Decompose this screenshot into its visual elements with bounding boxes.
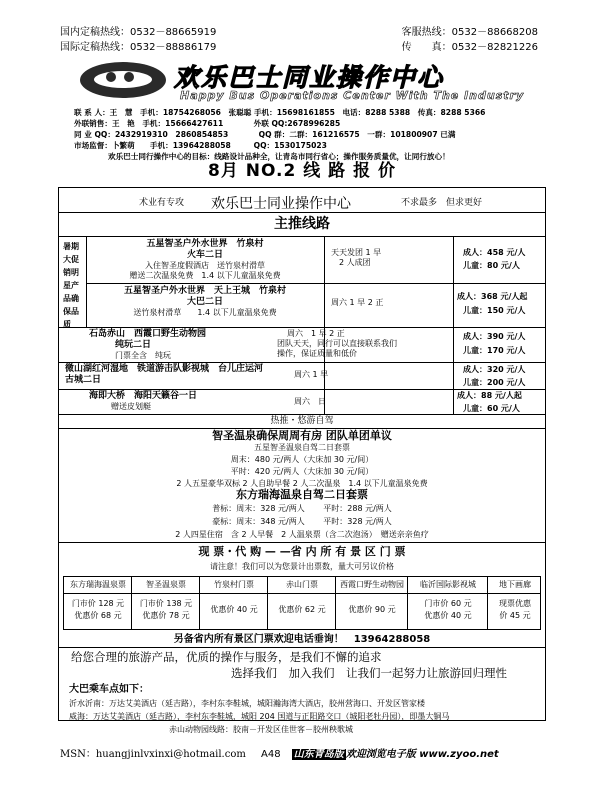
service-hotline: 客服热线：0532－88668208 [401,27,538,38]
ticket-name: 赤山门票 [286,580,318,589]
ruihai-price: 平时：288 元/两人 [323,504,392,513]
pickup-line: 威海：万达艾美酒店（延吉路），李村东李鞋城，城阳 204 国道与正阳路交口（城阳老牡丹园），即墨大铜马 [69,712,450,721]
schedule-text: 2 人成团 [339,258,371,267]
page-title: 8月 NO.2 线 路 报 价 [207,161,396,181]
company-logo [74,56,534,106]
zhisheng-line: 平时：420 元/两人（大床加 30 元/间） [230,467,374,476]
footer-brand: 山东青岛版 [293,749,344,760]
zhisheng-package [59,429,545,489]
route-title: 五星智圣户外水世界 竹泉村 [146,239,264,249]
contact-line: 市场监督：卜繁萌 手机：13964288058 QQ：1530175023 [74,141,327,150]
route-schedule [331,248,381,268]
route-schedule [331,298,383,308]
ticket-price [64,598,132,622]
route-price [457,391,522,414]
route-schedule [294,397,326,407]
side-label: 暑期大促销明星产品确保品质 [63,242,79,329]
tickets-title: 现 票・代 购 — —省 内 所 有 景 区 门 票 [198,545,406,558]
child-price: 儿童：60 元/人 [463,404,520,413]
tickets-footer: 另备省内所有景区门票欢迎电话垂询！ 13964288058 [173,634,431,645]
pickup-line: 沂水沂南：万达艾美酒店（延吉路），李村东李鞋城，城阳瀚海湾大酒店，胶州营海口、开发区管家楼 [69,699,425,708]
route-price [463,365,525,388]
ticket-name: 东方瑞海温泉票 [70,580,126,589]
route-item [86,286,324,318]
ticket-name: 西霞口野生动物园 [340,580,404,589]
route-note: 赠送皮划艇 [111,402,151,411]
ticket-price [336,605,408,615]
ruihai-package [59,488,545,540]
page-footer [60,748,540,761]
route-subtitle: 纯玩二日 [115,340,152,350]
footer-tail: 欢迎浏览电子版 www.zyoo.net [345,749,499,760]
ticket-price-text: 优惠价 90 元 [348,605,396,614]
adult-price: 成人：320 元/人 [463,365,526,374]
child-price: 儿童：150 元/人 [463,306,526,315]
route-price-table [58,187,546,734]
route-item [86,239,324,281]
ruihai-row [59,504,545,514]
bus-logo-icon [80,62,166,98]
route-price [457,292,527,316]
international-hotline: 国际定稿热线：0532－88886179 [60,42,217,53]
ruihai-price: 豪标：周末：348 元/两人 [212,517,305,526]
logo-name-cn: 欢乐巴士同业操作中心 [174,63,445,92]
route-price [463,248,525,271]
ticket-price-text: 门市价 128 元 [71,599,125,608]
section-main-title: 主推线路 [274,216,330,232]
route-title: 微山湖红河湿地 铁道游击队影视城 台儿庄运河古城二日 [65,364,264,385]
zhisheng-line: 周末：480 元/两人（大床加 30 元/间） [230,455,374,464]
route-note: 入住智圣度假酒店 送竹泉村滑草 [145,261,265,270]
slogan [71,649,541,681]
logo-name-en: Happy Bus Operations Center With The Industry [180,89,525,102]
logo-wheel-icon [124,72,134,82]
banner-left: 术业有专攻 [139,198,185,208]
ruihai-price: 平时：328 元/两人 [323,517,392,526]
ticket-price [132,598,200,622]
logo-wheel-icon [106,72,116,82]
ticket-name: 智圣温泉票 [146,580,186,589]
ticket-price-text: 优惠价 40 元 [424,611,472,620]
route-note: 送竹泉村滑草 1.4 以下儿童温泉免费 [133,308,277,317]
route-subtitle: 大巴二日 [186,297,223,307]
ticket-price-text: 门市价 60 元 [424,599,472,608]
route-subtitle: 火车二日 [186,250,223,260]
ruihai-price: 普标：周末：328 元/两人 [212,504,305,513]
ticket-name: 地下画廊 [499,580,531,589]
banner-center: 欢乐巴士同业操作中心 [211,196,351,212]
slogan-line: 给您合理的旅游产品，优质的操作与服务，是我们不懈的追求 [71,650,382,664]
ticket-name: 临沂国际影视城 [420,580,476,589]
hot-section-title: 热推・悠游自驾 [270,416,334,426]
ticket-name: 竹泉村门票 [214,580,254,589]
banner-right: 不求最多 但求更好 [401,198,483,208]
schedule-text: 周六 日 [294,397,326,406]
pickup-points [69,684,543,735]
contact-line: 联 系 人：王 慧 手机：18754268056 张聪聪 手机：15698161855 电话：8288 5388 传真：8288 5366 [74,108,486,117]
schedule-text: 天天发团 1 早 [331,248,382,257]
ticket-price [408,598,488,622]
adult-price: 成人：458 元/人 [463,248,526,257]
pickup-line: 赤山动物园线路：胶南－开发区佳世客－胶州秧歌城 [169,725,353,734]
ticket-price [488,598,542,622]
fax-number: 传 真：0532－82821226 [401,42,538,53]
route-price [463,332,525,356]
contact-line: 外联销售：王 艳 手机：15666427611 外联 QQ:2678996285 [74,119,341,128]
adult-price: 成人：368 元/人起 [457,292,528,301]
route-schedule [277,329,397,359]
route-title: 五星智圣户外水世界 天上王城 竹泉村 [123,286,286,296]
adult-price: 成人：390 元/人 [463,332,526,341]
child-price: 儿童：80 元/人 [463,261,520,270]
route-title: 石岛赤山 西霞口野生动物园 [89,329,207,339]
zhisheng-title: 智圣温泉确保周周有房 团队单团单议 [212,429,392,442]
ticket-grid [63,576,541,630]
ticket-price-text: 优惠价 68 元 [74,611,122,620]
schedule-text: 周六 1 早 2 正 [287,329,345,338]
ticket-price-text: 价 45 元 [499,611,531,620]
page-number: A48 [261,749,281,760]
route-title: 海即大桥 海阳天籁谷一日 [89,391,198,401]
ruihai-title: 东方瑞海温泉自驾二日套票 [236,488,368,501]
company-goal: 欢乐巴士同行操作中心的目标：线路设计品种全，让青岛市同行省心；操作服务质量优，让同行放心！ [108,152,450,161]
ticket-price-text: 优惠价 40 元 [210,605,258,614]
zhisheng-line: 2 人五星豪华双标 2 人自助早餐 2 人二次温泉 1.4 以下儿童温泉免费 [176,479,428,488]
tickets-sub: 请注意！我们可以为您景计出票数，量大可另议价格 [210,562,394,571]
route-note: 门票全含 纯玩 [115,351,171,360]
ticket-price [268,605,336,615]
route-item [89,391,289,412]
pickup-title: 大巴乘车点如下： [69,684,149,695]
route-schedule [294,370,328,380]
contact-info [74,107,544,162]
ruihai-row [59,517,545,527]
schedule-text: 周六 1 早 2 正 [331,298,384,307]
hotline-block [60,27,538,54]
ticket-price-text: 现票优惠 [499,599,531,608]
domestic-hotline: 国内定稿热线：0532－88665919 [60,27,217,38]
slogan-line: 选择我们 加入我们 让我们一起努力让旅游回归理性 [231,666,507,680]
ticket-price [200,605,268,615]
zhisheng-sub: 五星智圣温泉自驾二日套票 [254,443,350,452]
msn-contact: MSN：huangjinlvxinxi@hotmail.com [60,749,246,760]
ticket-price-text: 门市价 138 元 [139,599,193,608]
ticket-price-text: 优惠价 78 元 [142,611,190,620]
ruihai-note: 2 人四星住宿 含 2 人早餐 2 人温泉票（含二次泡汤） 赠送亲亲鱼疗 [175,530,429,539]
schedule-text: 操作，保证质量和低价 [277,349,357,358]
ticket-price-text: 优惠价 62 元 [278,605,326,614]
child-price: 儿童：170 元/人 [463,346,526,355]
route-note: 赠送二次温泉免费 1.4 以下儿童温泉免费 [129,271,281,280]
contact-line: 同 业 QQ：2432919310 2860854853 QQ 群：二群：161216575 一群：101800907 已满 [74,130,456,139]
child-price: 儿童：200 元/人 [463,378,526,387]
schedule-text: 团队天天，同行可以直接联系我们 [277,339,397,348]
adult-price: 成人：88 元/人起 [457,391,522,400]
schedule-text: 周六 1 早 [294,370,329,379]
